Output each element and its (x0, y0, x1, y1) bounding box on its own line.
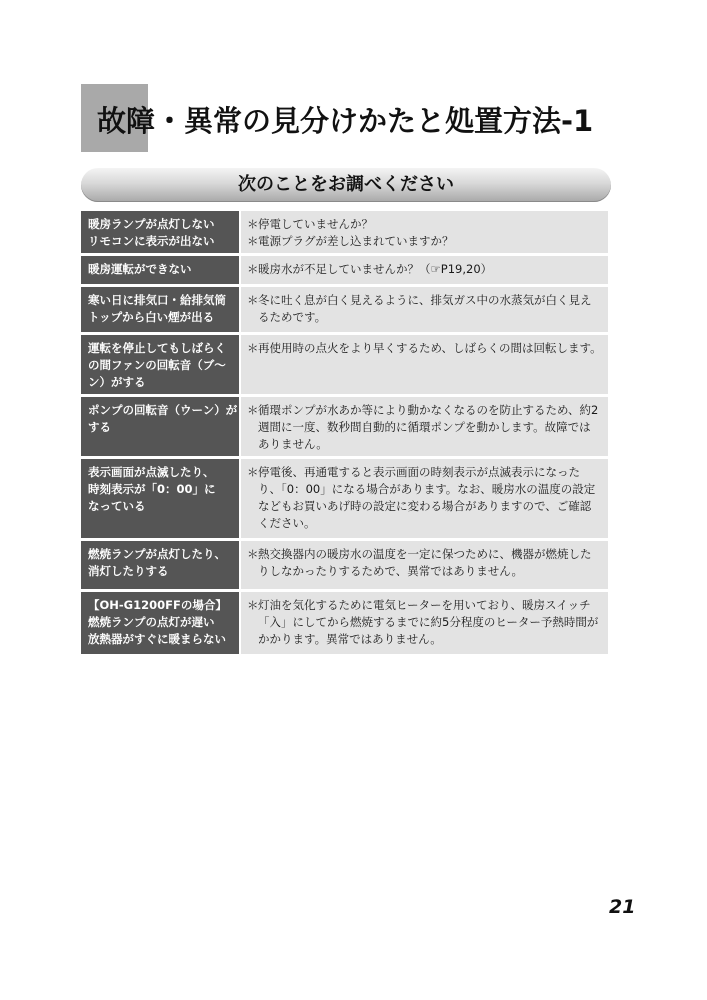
symptom-line: 燃焼ランプが点灯したり、 (88, 547, 226, 561)
symptom-line: 暖房ランプが点灯しない (88, 217, 215, 231)
section-heading: 次のことをお調べください (238, 174, 454, 195)
table-row (81, 541, 608, 589)
symptom-cell (81, 287, 239, 332)
symptom-line: 運転を停止してもしばらく (88, 341, 226, 355)
section-heading-bar (81, 168, 611, 202)
remedy-cell (241, 256, 608, 284)
page-number: 21 (609, 896, 636, 918)
remedy-cell (241, 592, 608, 654)
remedy-cell (241, 459, 608, 538)
symptom-cell (81, 335, 239, 394)
table-row (81, 459, 608, 538)
remedy-note: ＊ 冬に吐く息が白く見えるように、排気ガス中の水蒸気が白く見えるためです。 (247, 292, 602, 326)
symptom-line: 燃焼ランプの点灯が遅い (88, 615, 215, 629)
symptom-line: 消灯したりする (88, 564, 169, 578)
symptom-line: トップから白い煙が出る (88, 310, 215, 324)
remedy-cell (241, 335, 608, 394)
table-row (81, 211, 608, 253)
symptom-line: する (88, 420, 111, 434)
remedy-cell (241, 211, 608, 253)
remedy-note: ＊ 停電後、再通電すると表示画面の時刻表示が点滅表示になったり、「0：00」になる場合があります。なお、暖房水の温度の設定などもお買いあげ時の設定に変わる場合がありますので、ご確認ください。 (247, 464, 602, 532)
symptom-line: 表示画面が点滅したり、 (88, 465, 215, 479)
remedy-note: ＊ 暖房水が不足していませんか？（☞P19,20） (247, 261, 602, 278)
remedy-note: ＊ 循環ポンプが水あか等により動かなくなるのを防止するため、約2週間に一度、数秒間自動的に循環ポンプを動かします。故障ではありません。 (247, 402, 602, 453)
symptom-cell (81, 211, 239, 253)
symptom-line: ン）がする (88, 375, 146, 389)
symptom-line: 放熱器がすぐに暖まらない (88, 632, 226, 646)
page-title: 故障・異常の見分けかたと処置方法-1 (97, 104, 594, 138)
symptom-line: 【OH-G1200FFの場合】 (88, 598, 227, 612)
remedy-note: ＊ 熱交換器内の暖房水の温度を一定に保つために、機器が燃焼したりしなかったりするためで、異常ではありません。 (247, 546, 602, 580)
table-row (81, 256, 608, 284)
table-row (81, 592, 608, 654)
symptom-cell (81, 397, 239, 456)
table-row (81, 335, 608, 394)
remedy-cell (241, 541, 608, 589)
remedy-note: ＊ 灯油を気化するために電気ヒーターを用いており、暖房スイッチ「入」にしてから燃焼するまでに約5分程度のヒーター予熱時間がかかります。異常ではありません。 (247, 597, 602, 648)
remedy-note: ＊ 再使用時の点火をより早くするため、しばらくの間は回転します。 (247, 340, 602, 357)
symptom-line: 時刻表示が「0：00」に (88, 482, 216, 496)
symptom-cell (81, 256, 239, 284)
troubleshooting-table (81, 211, 608, 657)
symptom-line: 暖房運転ができない (88, 262, 192, 276)
symptom-line: 寒い日に排気口・給排気筒 (88, 293, 226, 307)
table-row (81, 397, 608, 456)
symptom-line: の間ファンの回転音（ブ～ (88, 358, 226, 372)
symptom-line: リモコンに表示が出ない (88, 234, 215, 248)
symptom-cell (81, 541, 239, 589)
symptom-cell (81, 459, 239, 538)
symptom-line: なっている (88, 499, 146, 513)
symptom-cell (81, 592, 239, 654)
table-row (81, 287, 608, 332)
symptom-line: ポンプの回転音（ウーン）が (88, 403, 238, 417)
remedy-note: ＊ 停電していませんか？ (247, 216, 602, 233)
remedy-note: ＊ 電源プラグが差し込まれていますか？ (247, 233, 602, 250)
remedy-cell (241, 397, 608, 456)
remedy-cell (241, 287, 608, 332)
